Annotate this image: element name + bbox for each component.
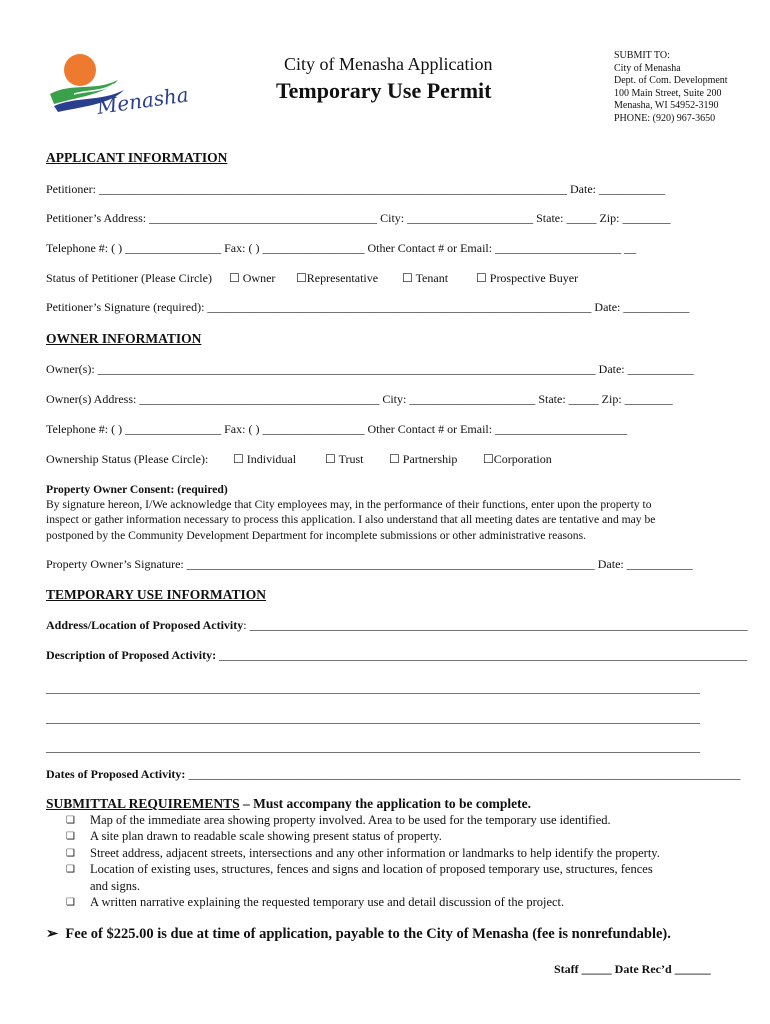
option-label: Tenant bbox=[415, 271, 449, 285]
requirement-item bbox=[66, 894, 660, 910]
option-label: Corporation bbox=[493, 452, 552, 466]
checkbox-icon: ❑ bbox=[66, 864, 75, 876]
petitioner-status-label: Status of Petitioner (Please Circle) bbox=[46, 271, 212, 285]
owner-consent-block bbox=[46, 482, 736, 543]
petitioner-signature-field[interactable]: Petitioner’s Signature (required): ________________________________________________________________ Date: ___________ bbox=[46, 300, 690, 314]
status-representative-option[interactable] bbox=[296, 271, 378, 286]
fee-notice bbox=[46, 926, 671, 943]
submittal-heading-title: SUBMITTAL REQUIREMENTS bbox=[46, 796, 240, 811]
permit-title: Temporary Use Permit bbox=[276, 78, 492, 103]
consent-line: postponed by the Community Development Department for incomplete submissions or other administrative reasons. bbox=[46, 528, 586, 542]
applicant-heading: APPLICANT INFORMATION bbox=[46, 150, 228, 165]
submit-line: 100 Main Street, Suite 200 bbox=[614, 87, 722, 99]
option-label: Representative bbox=[306, 271, 379, 285]
requirement-item bbox=[66, 812, 660, 828]
checkbox-icon: ☐ bbox=[296, 271, 307, 285]
owner-phone-field[interactable]: Telephone #: ( ) ________________ Fax: ( ) _________________ Other Contact # or Email: ______________________ bbox=[46, 422, 628, 436]
activity-address-line: : ___________________________________________________________________________________ bbox=[243, 618, 748, 632]
submit-line: City of Menasha bbox=[614, 62, 681, 74]
requirement-text: and signs. bbox=[90, 878, 140, 893]
petitioner-phone-field[interactable]: Telephone #: ( ) ________________ Fax: ( ) _________________ Other Contact # or Email: _____________________ __ bbox=[46, 241, 637, 255]
ownership-partnership-option[interactable] bbox=[389, 452, 457, 467]
submit-line: Dept. of Com. Development bbox=[614, 75, 728, 86]
checkbox-icon: ☐ bbox=[476, 271, 487, 285]
submittal-heading-suffix: – Must accompany the application to be complete. bbox=[239, 796, 532, 811]
requirement-text: Map of the immediate area showing property involved. Area to be used for the temporary use identified. bbox=[90, 813, 611, 827]
checkbox-icon: ☐ bbox=[325, 452, 336, 466]
ownership-trust-option[interactable] bbox=[325, 452, 363, 467]
checkbox-icon: ❑ bbox=[66, 847, 75, 859]
logo-wordmark: Menasha bbox=[95, 82, 190, 119]
activity-dates-line: ____________________________________________________________________________________________ bbox=[185, 767, 741, 781]
petitioner-address-field[interactable]: Petitioner’s Address: ______________________________________ City: _____________________ State: _____ Zip: ________ bbox=[46, 211, 671, 225]
owner-address-field[interactable]: Owner(s) Address: ________________________________________ City: _____________________ State: _____ Zip: ________ bbox=[46, 392, 673, 406]
owner-signature-field[interactable]: Property Owner’s Signature: ____________________________________________________________________ Date: ___________ bbox=[46, 557, 693, 571]
owners-field[interactable]: Owner(s): ___________________________________________________________________________________ Date: ___________ bbox=[46, 362, 694, 376]
checkbox-icon: ❑ bbox=[66, 897, 75, 909]
activity-address-field[interactable] bbox=[46, 618, 748, 633]
option-label: Partnership bbox=[402, 452, 458, 466]
application-title: City of Menasha Application bbox=[284, 54, 493, 74]
requirement-item bbox=[66, 861, 660, 877]
requirement-text: A site plan drawn to readable scale showing present status of property. bbox=[90, 829, 442, 844]
consent-title: Property Owner Consent: (required) bbox=[46, 483, 228, 496]
activity-description-label: Description of Proposed Activity: bbox=[46, 648, 217, 662]
checkbox-icon: ❑ bbox=[66, 815, 75, 826]
submit-line: Menasha, WI 54952-3190 bbox=[614, 100, 719, 111]
activity-description-field[interactable] bbox=[46, 648, 747, 663]
requirement-text: Street address, adjacent streets, intersections and any other information or landmarks to help identify the property. bbox=[90, 845, 660, 860]
submittal-heading bbox=[46, 796, 531, 812]
requirement-continuation bbox=[66, 878, 660, 894]
checkbox-icon: ☐ bbox=[389, 452, 400, 466]
description-blank-line[interactable]: _____________________________________________________________________________________________________________ bbox=[46, 681, 700, 695]
activity-description-line: ________________________________________________________________________________________ bbox=[216, 648, 748, 662]
ownership-status-label: Ownership Status (Please Circle): bbox=[46, 452, 209, 466]
status-tenant-option[interactable] bbox=[402, 271, 448, 286]
status-prospective-buyer-option[interactable] bbox=[476, 271, 578, 286]
staff-date-received-field[interactable]: Staff _____ Date Rec’d ______ bbox=[554, 962, 711, 976]
activity-dates-field[interactable] bbox=[46, 767, 740, 782]
checkbox-icon: ☐ bbox=[229, 271, 240, 285]
option-label: Prospective Buyer bbox=[489, 271, 579, 285]
option-label: Trust bbox=[338, 452, 364, 466]
description-blank-line[interactable]: _____________________________________________________________________________________________________________ bbox=[46, 711, 700, 725]
activity-address-label: Address/Location of Proposed Activity bbox=[46, 618, 244, 632]
ownership-individual-option[interactable] bbox=[233, 452, 296, 467]
checkbox-icon: ☐ bbox=[233, 452, 244, 466]
status-owner-option[interactable] bbox=[229, 271, 275, 286]
requirement-text: A written narrative explaining the requested temporary use and detail discussion of the project. bbox=[90, 895, 565, 910]
checkbox-icon: ❑ bbox=[66, 831, 75, 843]
option-label: Individual bbox=[246, 452, 297, 466]
requirement-item bbox=[66, 828, 660, 844]
checkbox-icon: ☐ bbox=[402, 271, 413, 285]
petitioner-field[interactable]: Petitioner: ______________________________________________________________________________ Date: ___________ bbox=[46, 182, 665, 196]
option-label: Owner bbox=[242, 271, 276, 285]
city-of-menasha-logo bbox=[48, 50, 190, 122]
submit-to-block bbox=[614, 50, 728, 125]
temporary-use-heading: TEMPORARY USE INFORMATION bbox=[46, 587, 267, 602]
fee-text: Fee of $225.00 is due at time of application, payable to the City of Menasha (fee is nonrefundable). bbox=[65, 926, 671, 942]
owner-heading: OWNER INFORMATION bbox=[46, 331, 202, 346]
arrow-icon: ➢ bbox=[46, 926, 59, 942]
submit-line: PHONE: (920) 967-3650 bbox=[614, 112, 716, 124]
ownership-corporation-option[interactable] bbox=[483, 452, 552, 467]
consent-line: inspect or gather information necessary to process this application. I also understand that all meeting dates are tentative and may be bbox=[46, 513, 656, 527]
checkbox-icon: ☐ bbox=[483, 452, 494, 466]
description-blank-line[interactable]: _____________________________________________________________________________________________________________ bbox=[46, 740, 700, 754]
submit-line: SUBMIT TO: bbox=[614, 50, 670, 61]
consent-line: By signature hereon, I/We acknowledge that City employees may, in the performance of their functions, enter upon the property to bbox=[46, 498, 652, 512]
submittal-requirements-list bbox=[66, 812, 660, 910]
requirement-item bbox=[66, 845, 660, 861]
requirement-text: Location of existing uses, structures, fences and signs and location of proposed temporary use, structures, fences bbox=[90, 862, 653, 877]
activity-dates-label: Dates of Proposed Activity: bbox=[46, 767, 186, 781]
